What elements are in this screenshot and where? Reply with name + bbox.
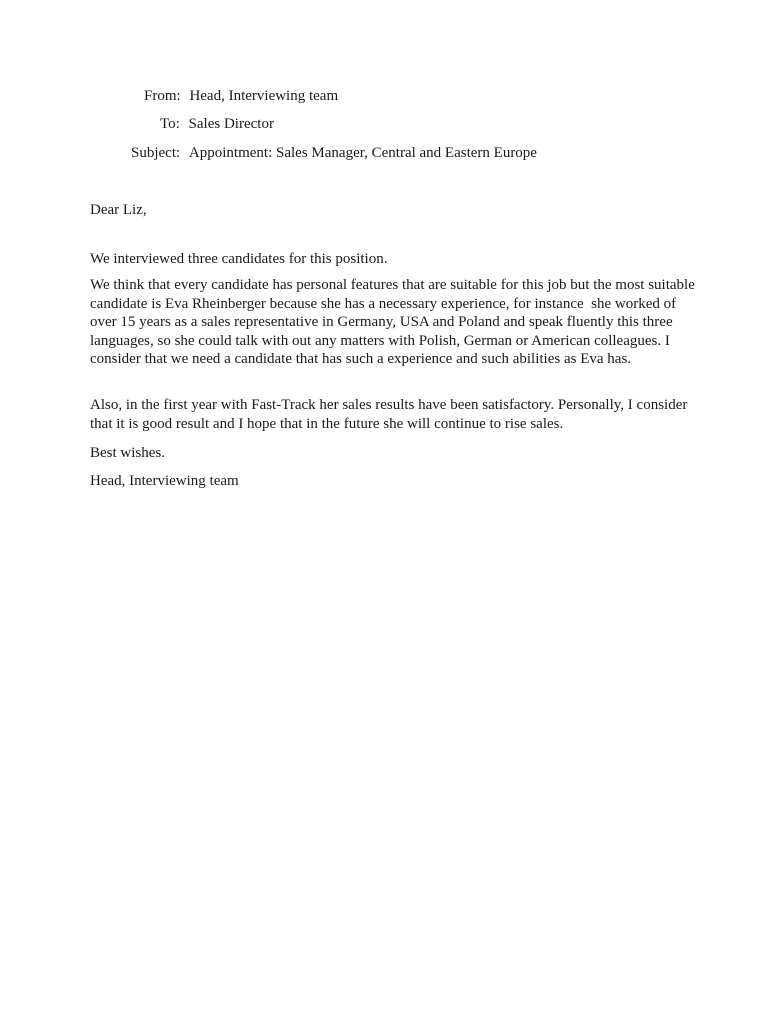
greeting: Dear Liz, bbox=[90, 202, 147, 218]
memo-to-row bbox=[160, 115, 274, 133]
memo-subject-row bbox=[131, 144, 537, 162]
paragraph-intro: We interviewed three candidates for this position. bbox=[90, 251, 388, 267]
memo-subject-label: Subject: bbox=[131, 145, 181, 161]
paragraph-results: Also, in the first year with Fast-Track her sales results have been satisfactory. Personally, I consider that it is good result and I hope that in the future she will continue to rise sales. bbox=[90, 397, 692, 432]
memo-from-value: Head, Interviewing team bbox=[189, 88, 339, 104]
memo-to-label: To: bbox=[160, 116, 180, 132]
memo-to-value: Sales Director bbox=[188, 116, 274, 132]
signature: Head, Interviewing team bbox=[90, 473, 239, 489]
memo-from-row bbox=[144, 87, 338, 105]
memo-subject-value: Appointment: Sales Manager, Central and Eastern Europe bbox=[188, 145, 537, 161]
paragraph-candidate: We think that every candidate has personal features that are suitable for this job but the most suitable candidate is Eva Rheinberger because she has a necessary experience, for instance she worked of over 15 years as a sales representative in Germany, USA and Poland and speak fluently this three languages, so she could talk with out any matters with Polish, German or American colleagues. I consider that we need a candidate that has such a experience and such abilities as Eva has. bbox=[90, 277, 699, 368]
closing: Best wishes. bbox=[90, 445, 165, 461]
memo-from-label: From: bbox=[144, 88, 181, 104]
